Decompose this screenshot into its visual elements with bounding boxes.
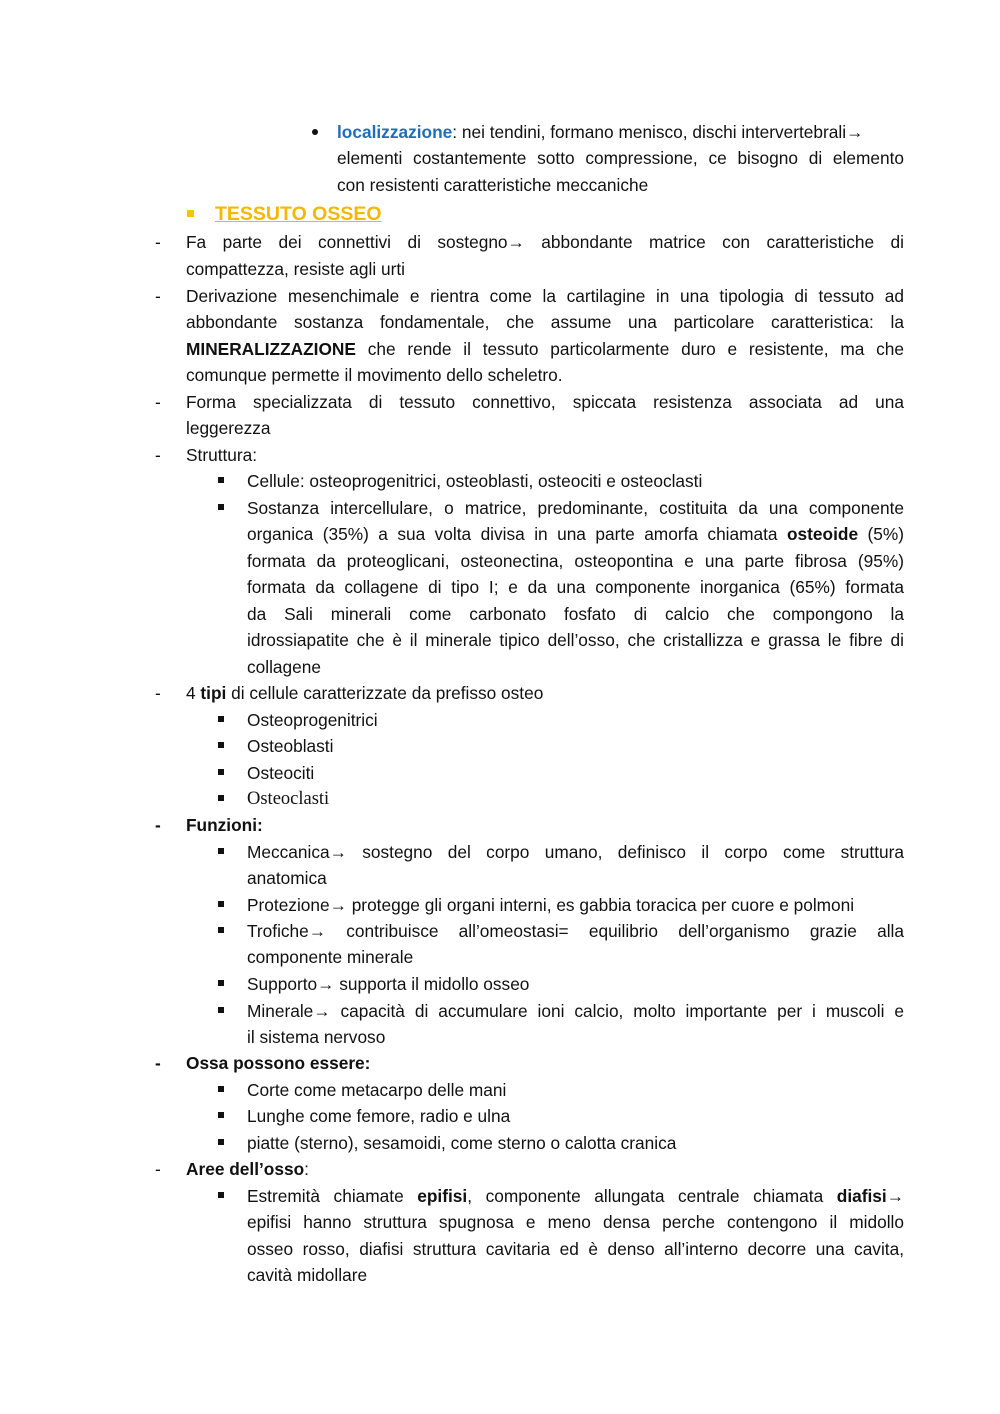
p3-line-2: leggerezza [186,418,271,438]
term-localizzazione: localizzazione [337,122,453,142]
bullet-dot [312,129,318,135]
funzioni-supporto: Supporto→ supporta il midollo osseo [247,974,530,994]
epifisi-term: epifisi [417,1186,468,1206]
dash-marker: - [155,445,161,465]
dash-marker: - [155,392,161,412]
square-bullet [218,1007,224,1013]
square-bullet [218,1139,224,1145]
square-bullet [218,504,224,510]
tipi-item: Osteoprogenitrici [247,710,378,730]
struttura-line-4: formata da collagene di tipo I; e da una componente inorganica (65%) formata [247,577,904,597]
osteoide-term: osteoide [787,524,859,544]
aree-line-1: Estremità chiamate epifisi, componente allungata centrale chiamata diafisi→ [247,1186,904,1206]
tipi-item: Osteoclasti [247,789,330,809]
intro-line-1: localizzazione: nei tendini, formano menisco, dischi intervertebrali→ [337,122,864,142]
aree-line-2: epifisi hanno struttura spugnosa e meno densa perche contengono il midollo [247,1212,904,1232]
p2-line-2: abbondante sostanza fondamentale, che assume una particolare caratteristica: la [186,312,904,332]
struttura-line-7: collagene [247,657,321,677]
struttura-cellule: Cellule: osteoprogenitrici, osteoblasti, osteociti e osteoclasti [247,471,703,491]
aree-line-4: cavità midollare [247,1265,368,1285]
square-bullet [218,795,224,801]
square-bullet [218,901,224,907]
dash-marker: - [155,683,161,703]
dash-marker: - [155,232,161,252]
diafisi-term: diafisi→ [836,1186,904,1206]
p2-line-4: comunque permette il movimento dello scheletro. [186,365,563,385]
square-bullet [218,1192,224,1198]
p2-line-3: MINERALIZZAZIONE che rende il tessuto particolarmente duro e resistente, ma che [186,339,904,359]
dash-marker: - [155,1053,161,1073]
funzioni-protezione: Protezione→ protegge gli organi interni, es gabbia toracica per cuore e polmoni [247,895,855,915]
struttura-line-1: Sostanza intercellulare, o matrice, predominante, costituita da una componente [247,498,904,518]
funzioni-trofiche-2: componente minerale [247,947,414,967]
square-bullet [218,769,224,775]
dash-marker: - [155,286,161,306]
heading-bullet [187,210,194,217]
p3-line-1: Forma specializzata di tessuto connettivo, spiccata resistenza associata ad una [186,392,904,412]
funzioni-meccanica-2: anatomica [247,868,327,888]
funzioni-trofiche: Trofiche→ contribuisce all’omeostasi= equilibrio dell’organismo grazie alla [247,921,904,941]
square-bullet [218,848,224,854]
square-bullet [218,927,224,933]
square-bullet [218,742,224,748]
square-bullet [218,477,224,483]
square-bullet [218,1086,224,1092]
square-bullet [218,980,224,986]
ossa-item: piatte (sterno), sesamoidi, come sterno o calotta cranica [247,1133,677,1153]
struttura-line-5: da Sali minerali come carbonato fosfato di calcio che compongono la [247,604,904,624]
struttura-label: Struttura: [186,445,258,465]
struttura-line-2: organica (35%) a sua volta divisa in una parte amorfa chiamata osteoide (5%) [247,524,904,544]
struttura-line-6: idrossiapatite che è il minerale tipico dell’osso, che cristallizza e grassa le fibre di [247,630,904,650]
dash-marker: - [155,815,161,835]
p2-line-1: Derivazione mesenchimale e rientra come la cartilagine in una tipologia di tessuto ad [186,286,904,306]
struttura-line-3: formata da proteoglicani, osteonectina, osteopontina e una parte fibrosa (95%) [247,551,904,571]
ossa-label: Ossa possono essere: [186,1053,371,1073]
dash-marker: - [155,1159,161,1179]
intro-line-2: elementi costantemente sotto compressione, ce bisogno di elemento [337,148,904,168]
ossa-item: Corte come metacarpo delle mani [247,1080,507,1100]
aree-label: Aree dell’osso: [186,1159,309,1179]
funzioni-label: Funzioni: [186,815,263,835]
square-bullet [218,716,224,722]
tipi-item: Osteoblasti [247,736,334,756]
funzioni-meccanica: Meccanica→ sostegno del corpo umano, definisco il corpo come struttura [247,842,904,862]
intro-line-3: con resistenti caratteristiche meccaniche [337,175,649,195]
tipi-item: Osteociti [247,763,315,783]
aree-line-3: osseo rosso, diafisi struttura cavitaria ed è denso all’interno decorre una cavita, [247,1239,904,1259]
funzioni-minerale-2: il sistema nervoso [247,1027,386,1047]
p1-line-2: compattezza, resiste agli urti [186,259,405,279]
ossa-item: Lunghe come femore, radio e ulna [247,1106,511,1126]
square-bullet [218,1112,224,1118]
p1-line-1: Fa parte dei connettivi di sostegno→ abbondante matrice con caratteristiche di [186,232,904,252]
tipi-line: 4 tipi di cellule caratterizzate da prefisso osteo [186,683,544,703]
section-heading: TESSUTO OSSEO [215,203,382,225]
funzioni-minerale: Minerale→ capacità di accumulare ioni calcio, molto importante per i muscoli e [247,1001,904,1021]
mineralizzazione-term: MINERALIZZAZIONE [186,339,356,359]
